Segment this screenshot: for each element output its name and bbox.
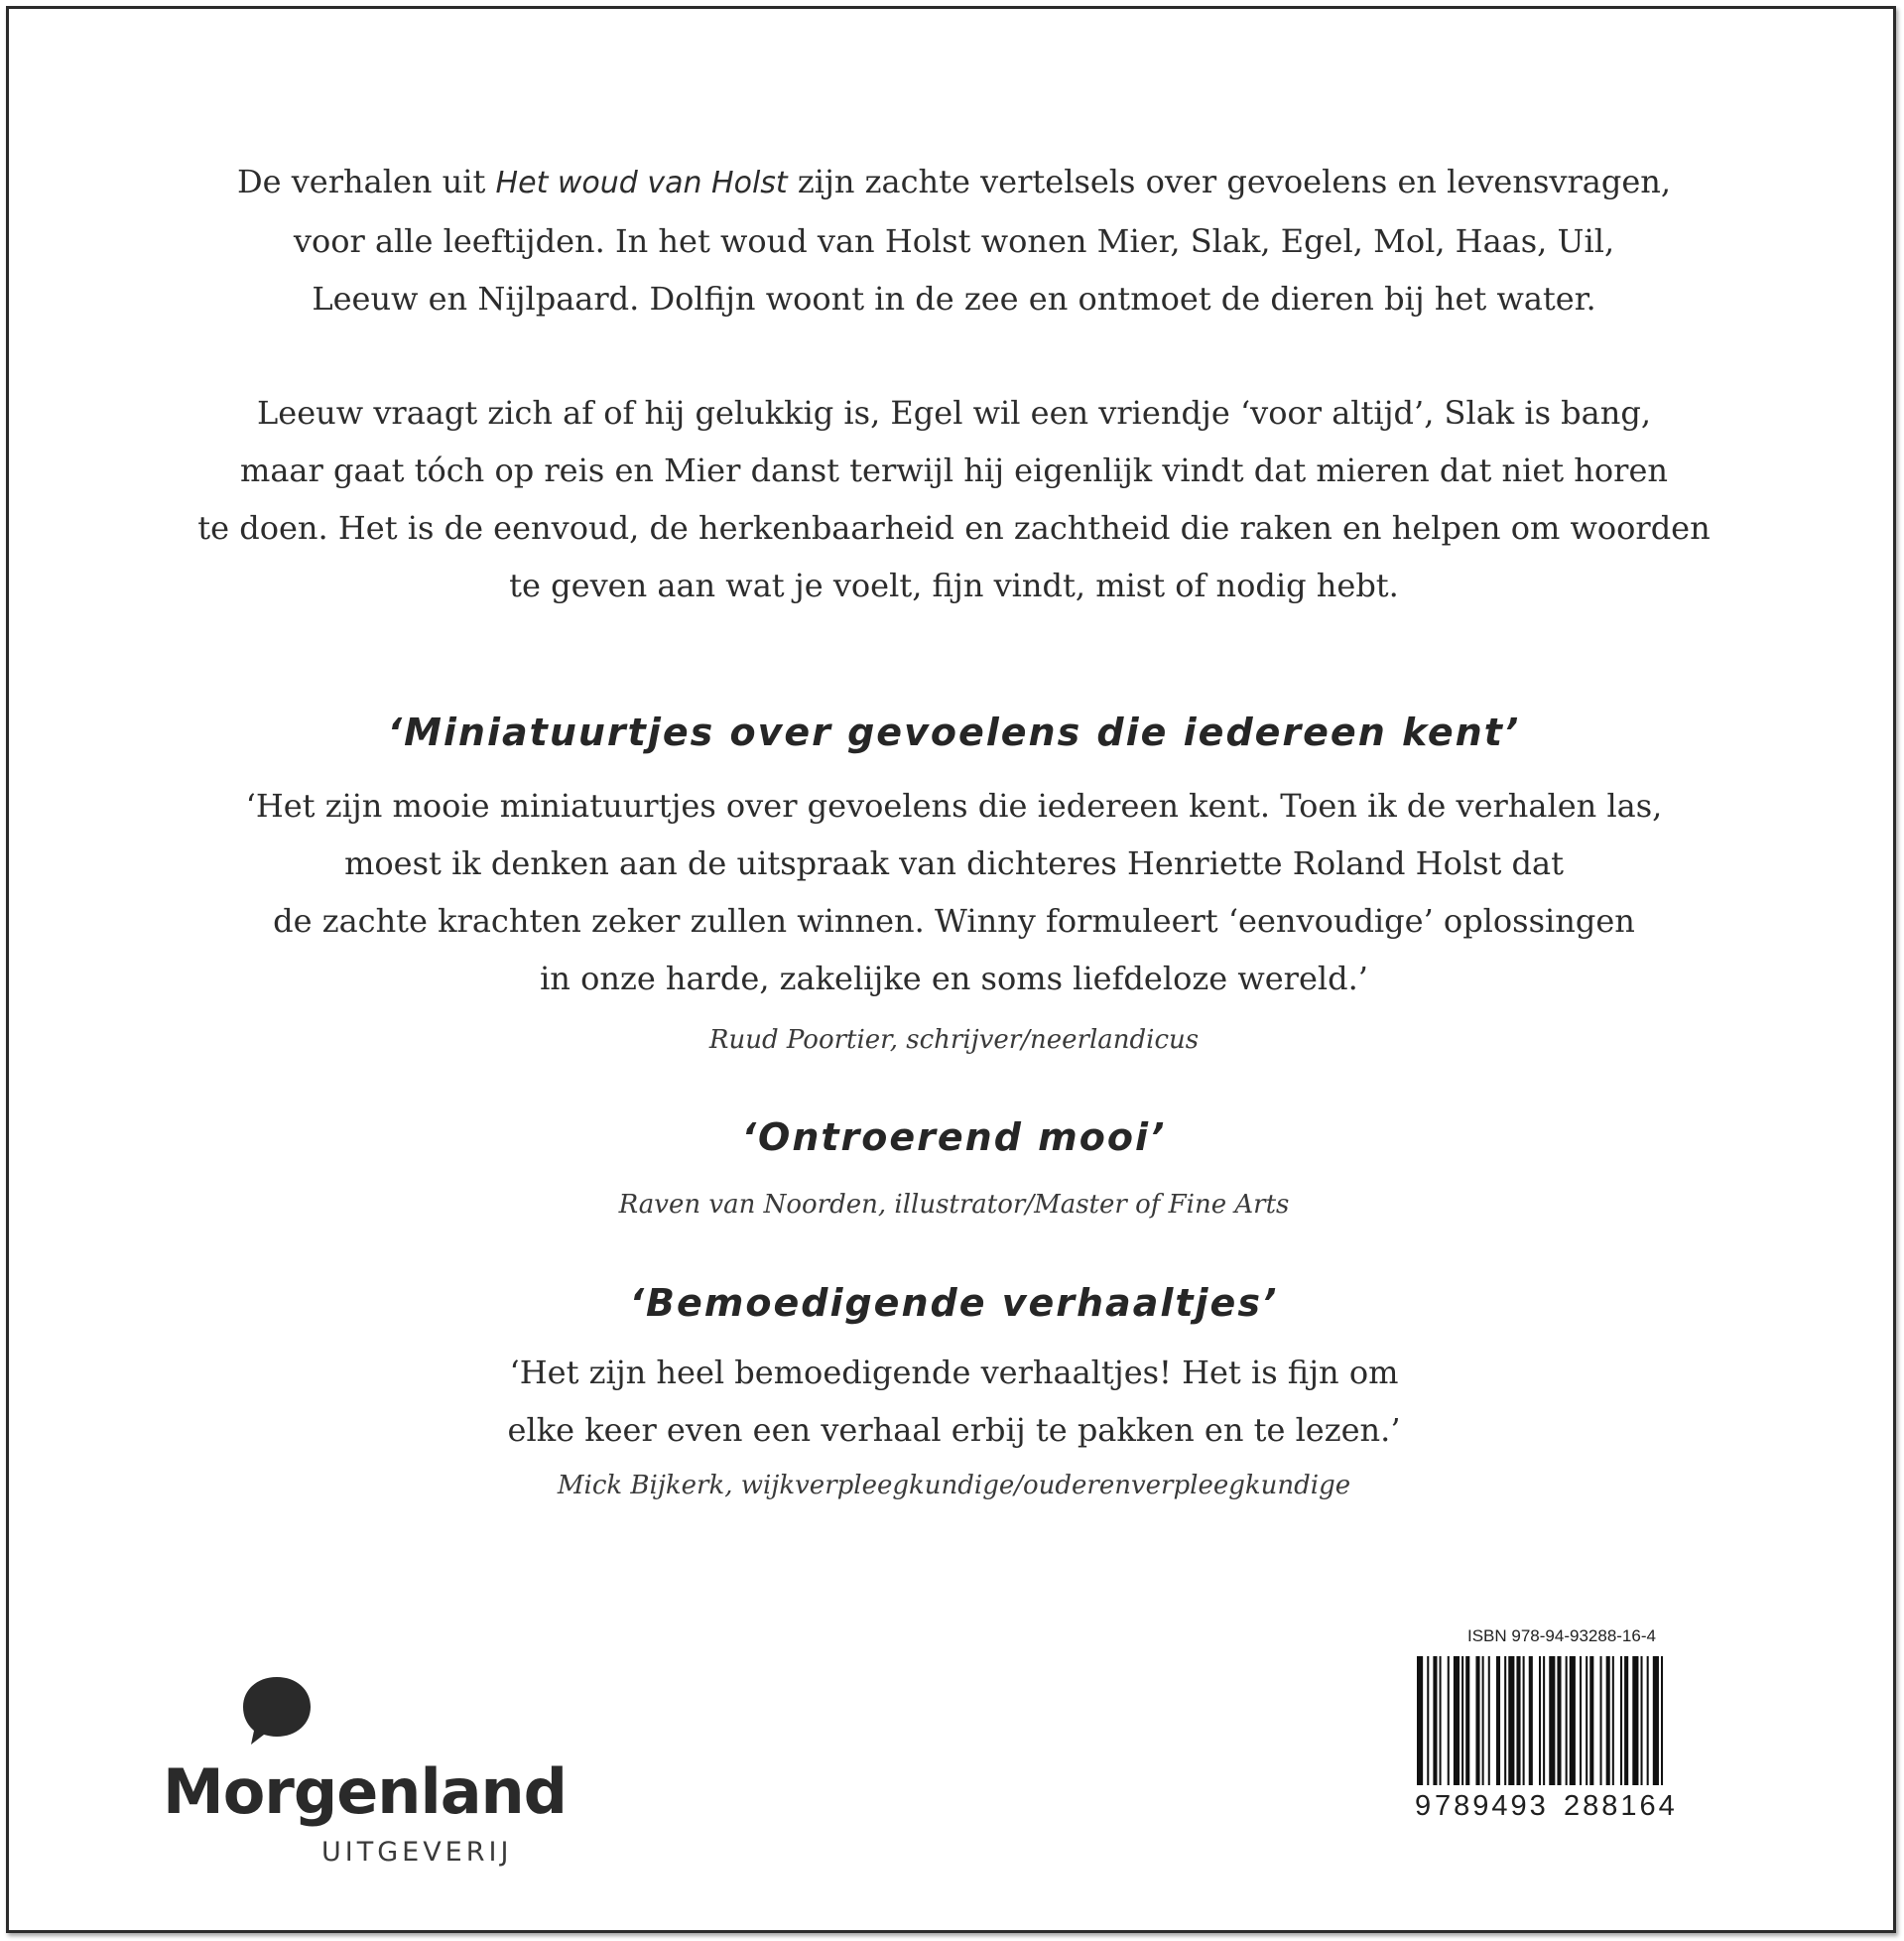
review-quote-3 <box>9 1344 1899 1459</box>
summary-line: maar gaat tóch op reis en Mier danst terwijl hij eigenlijk vindt dat mieren dat niet horen <box>239 452 1669 489</box>
barcode-bars <box>1417 1656 1716 1785</box>
barcode-bar <box>1488 1656 1490 1785</box>
publisher-name: Morgenland <box>163 1755 568 1828</box>
barcode-bar <box>1589 1656 1593 1785</box>
barcode-bar <box>1620 1656 1622 1785</box>
review-line: moest ik denken aan de uitspraak van dichteres Henriette Roland Holst dat <box>344 844 1564 882</box>
speech-bubble-icon <box>237 1671 317 1750</box>
intro-text-b: zijn zachte vertelsels over gevoelens en levensvragen, <box>787 163 1672 200</box>
barcode-digits-right: 288164 <box>1564 1790 1678 1822</box>
barcode-bar <box>1647 1656 1649 1785</box>
review-line: ‘Het zijn mooie miniatuurtjes over gevoelens die iedereen kent. Toen ik de verhalen las, <box>245 787 1663 825</box>
barcode-bar <box>1539 1656 1541 1785</box>
review-heading-2: ‘Ontroerend mooi’ <box>741 1115 1167 1159</box>
barcode-bar <box>1566 1656 1568 1785</box>
review-line: elke keer even een verhaal erbij te pakken en te lezen.’ <box>507 1411 1401 1449</box>
review-line: ‘Het zijn heel bemoedigende verhaaltjes! Het is fijn om <box>509 1354 1399 1391</box>
review-line: in onze harde, zakelijke en soms liefdeloze wereld.’ <box>540 960 1368 997</box>
barcode-bar <box>1624 1656 1628 1785</box>
barcode-bar <box>1508 1656 1514 1785</box>
barcode-bar <box>1612 1656 1614 1785</box>
barcode-bar <box>1661 1656 1663 1785</box>
barcode-bar <box>1557 1656 1561 1785</box>
barcode-bar <box>1448 1656 1450 1785</box>
isbn-label: ISBN 978-94-93288-16-4 <box>1467 1626 1656 1645</box>
barcode-bar <box>1465 1656 1469 1785</box>
barcode-bar <box>1433 1656 1437 1785</box>
barcode-bar <box>1454 1656 1460 1785</box>
barcode-bar <box>1417 1656 1423 1785</box>
review-line: de zachte krachten zeker zullen winnen. Winny formuleert ‘eenvoudige’ oplossingen <box>273 902 1635 940</box>
summary-line: Leeuw vraagt zich af of hij gelukkig is, Egel wil een vriendje ‘voor altijd’, Slak is bang, <box>257 394 1651 432</box>
intro-paragraph <box>9 153 1899 327</box>
isbn-barcode <box>1417 1656 1716 1785</box>
barcode-bar <box>1641 1656 1643 1785</box>
intro-line-3: Leeuw en Nijlpaard. Dolfijn woont in de zee en ontmoet de dieren bij het water. <box>312 280 1596 318</box>
barcode-bar <box>1516 1656 1520 1785</box>
book-back-cover <box>6 6 1896 1933</box>
barcode-bar <box>1427 1656 1429 1785</box>
review-attribution-1: Ruud Poortier, schrijver/neerlandicus <box>708 1025 1200 1055</box>
intro-line-1 <box>9 153 1899 212</box>
barcode-bar <box>1440 1656 1442 1785</box>
barcode-bar <box>1549 1656 1555 1785</box>
barcode-digit-first: 9 <box>1415 1790 1432 1822</box>
review-heading-3: ‘Bemoedigende verhaaltjes’ <box>629 1281 1279 1325</box>
barcode-bar <box>1496 1656 1500 1785</box>
barcode-bar <box>1461 1656 1463 1785</box>
barcode-bar <box>1606 1656 1610 1785</box>
barcode-bar <box>1529 1656 1533 1785</box>
publisher-subtitle: UITGEVERIJ <box>321 1837 513 1868</box>
barcode-digits-left: 789493 <box>1435 1790 1549 1822</box>
publisher-logo <box>163 1671 568 1939</box>
barcode-bar <box>1580 1656 1582 1785</box>
barcode-bar <box>1475 1656 1479 1785</box>
intro-text-a: De verhalen uit <box>236 163 496 200</box>
review-attribution-2: Raven van Noorden, illustrator/Master of Fine Arts <box>618 1190 1290 1220</box>
barcode-bar <box>1586 1656 1587 1785</box>
summary-line: te geven aan wat je voelt, fijn vindt, mist of nodig hebt. <box>509 567 1399 604</box>
summary-line: te doen. Het is de eenvoud, de herkenbaarheid en zachtheid die raken en helpen om woorden <box>197 509 1711 547</box>
barcode-bar <box>1543 1656 1545 1785</box>
review-attribution-3: Mick Bijkerk, wijkverpleegkundige/ouderenverpleegkundige <box>557 1471 1351 1500</box>
barcode-bar <box>1600 1656 1602 1785</box>
barcode-bar <box>1482 1656 1484 1785</box>
review-quote-1 <box>9 777 1899 1007</box>
barcode-bar <box>1504 1656 1506 1785</box>
barcode-bar <box>1632 1656 1638 1785</box>
summary-paragraph <box>9 384 1899 614</box>
book-title-inline: Het woud van Holst <box>495 166 788 200</box>
barcode-bar <box>1653 1656 1659 1785</box>
barcode-bar <box>1523 1656 1525 1785</box>
barcode-bar <box>1570 1656 1576 1785</box>
intro-line-2: voor alle leeftijden. In het woud van Holst wonen Mier, Slak, Egel, Mol, Haas, Uil, <box>293 222 1615 260</box>
review-heading-1: ‘Miniatuurtjes over gevoelens die iedereen kent’ <box>387 711 1521 754</box>
